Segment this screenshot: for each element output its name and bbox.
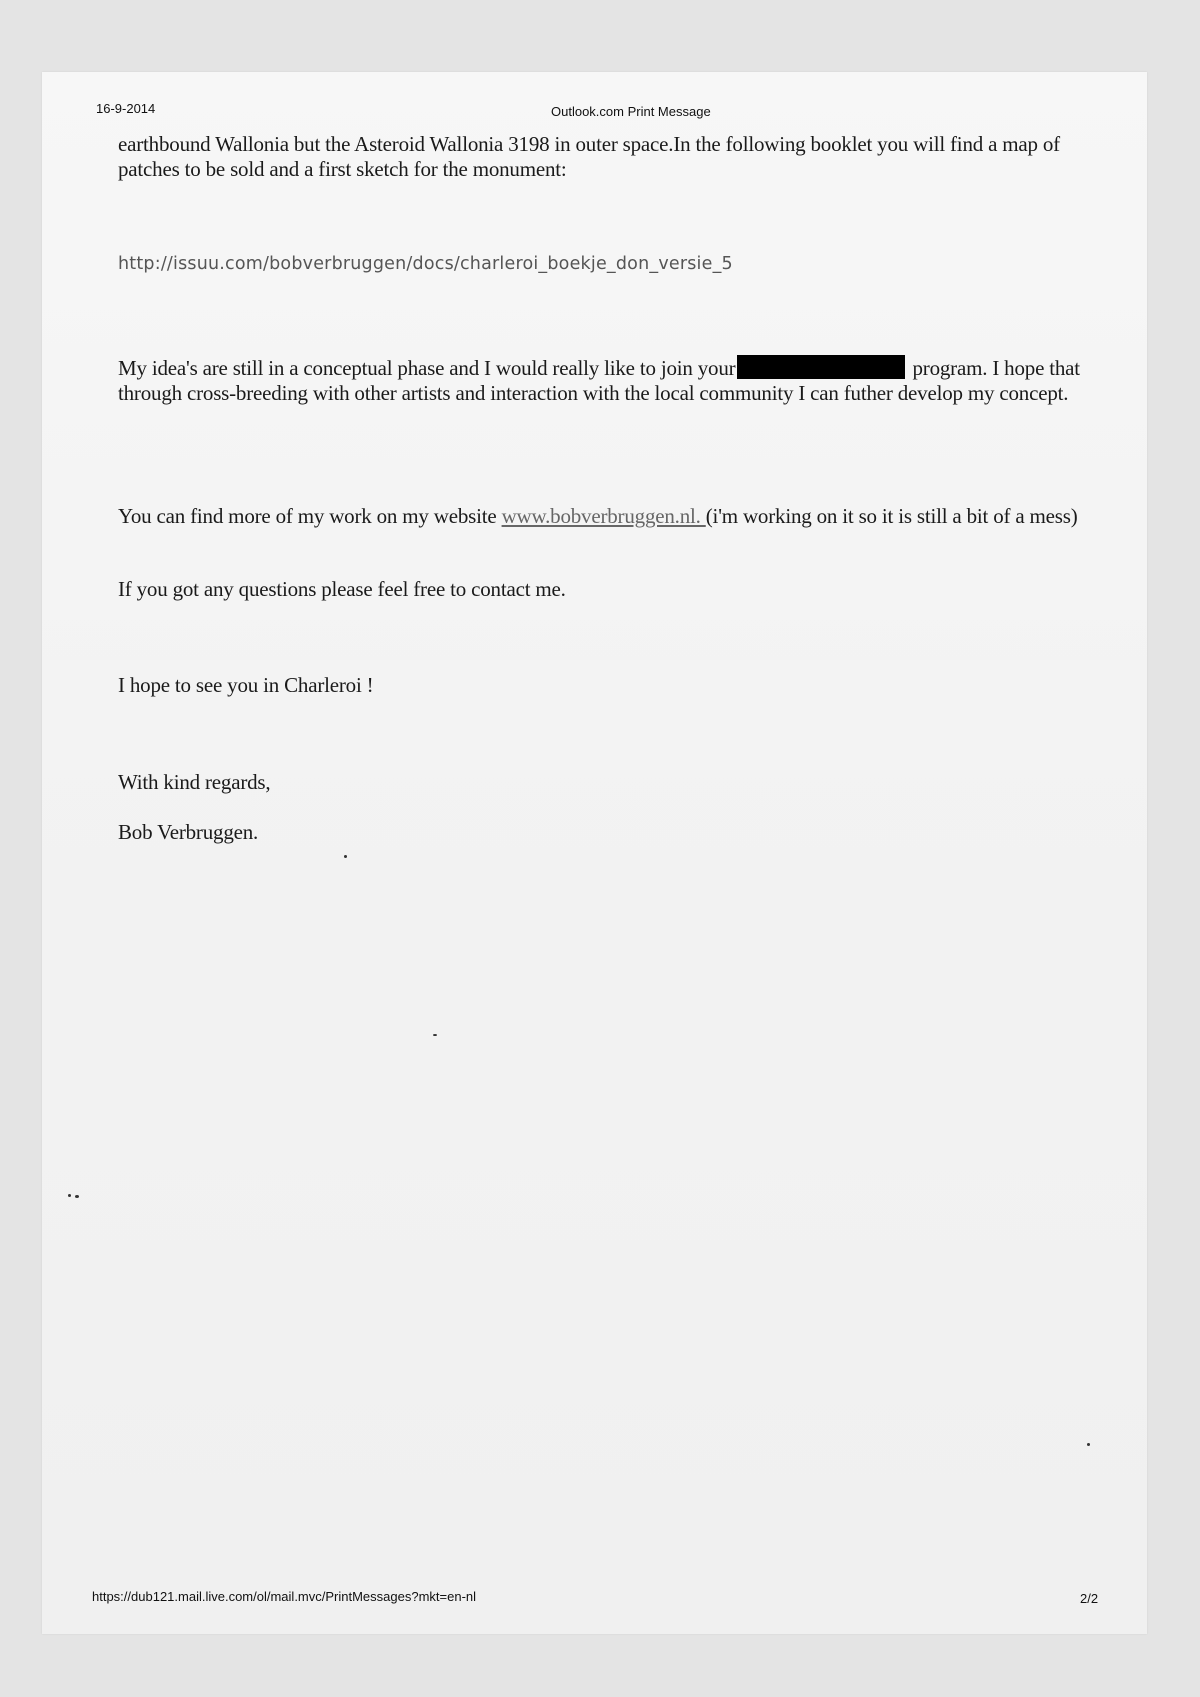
scan-speck [433, 1034, 437, 1036]
page-number: 2/2 [1080, 1591, 1099, 1606]
message-paragraph-5: I hope to see you in Charleroi ! [118, 673, 374, 697]
paragraph-2-start: My idea's are still in a conceptual phase and I would really like to join your [118, 356, 736, 380]
redaction-bar [737, 355, 905, 379]
message-paragraph-4: If you got any questions please feel free to contact me. [118, 577, 566, 601]
scan-speck [344, 855, 347, 858]
booklet-url: http://issuu.com/bobverbruggen/docs/charleroi_boekje_don_versie_5 [118, 254, 733, 274]
message-paragraph-1: earthbound Wallonia but the Asteroid Wallonia 3198 in outer space.In the following booklet you will find a map of patches to be sold and a first sketch for the monument: [118, 132, 1060, 181]
scan-speck [75, 1195, 79, 1198]
message-paragraph-2 [118, 355, 1094, 406]
scan-speck [1087, 1443, 1090, 1446]
message-paragraph-3 [118, 504, 1094, 529]
paragraph-3-end: (i'm working on it so it is still a bit of a mess) [705, 504, 1078, 528]
paragraph-3-start: You can find more of my work on my website [118, 504, 502, 528]
website-link[interactable]: www.bobverbruggen.nl. [501, 504, 706, 528]
printed-page [42, 72, 1147, 1634]
paragraph-2-end: program. I hope that through cross-breeding with other artists and interaction with the local community I can futher develop my concept. [118, 356, 1080, 405]
print-date: 16-9-2014 [96, 101, 156, 116]
closing-regards: With kind regards, [118, 770, 271, 794]
footer-url: https://dub121.mail.live.com/ol/mail.mvc/PrintMessages?mkt=en-nl [92, 1589, 477, 1604]
signature-name: Bob Verbruggen. [118, 820, 259, 844]
scan-speck [68, 1194, 71, 1197]
print-header-title: Outlook.com Print Message [551, 104, 711, 119]
